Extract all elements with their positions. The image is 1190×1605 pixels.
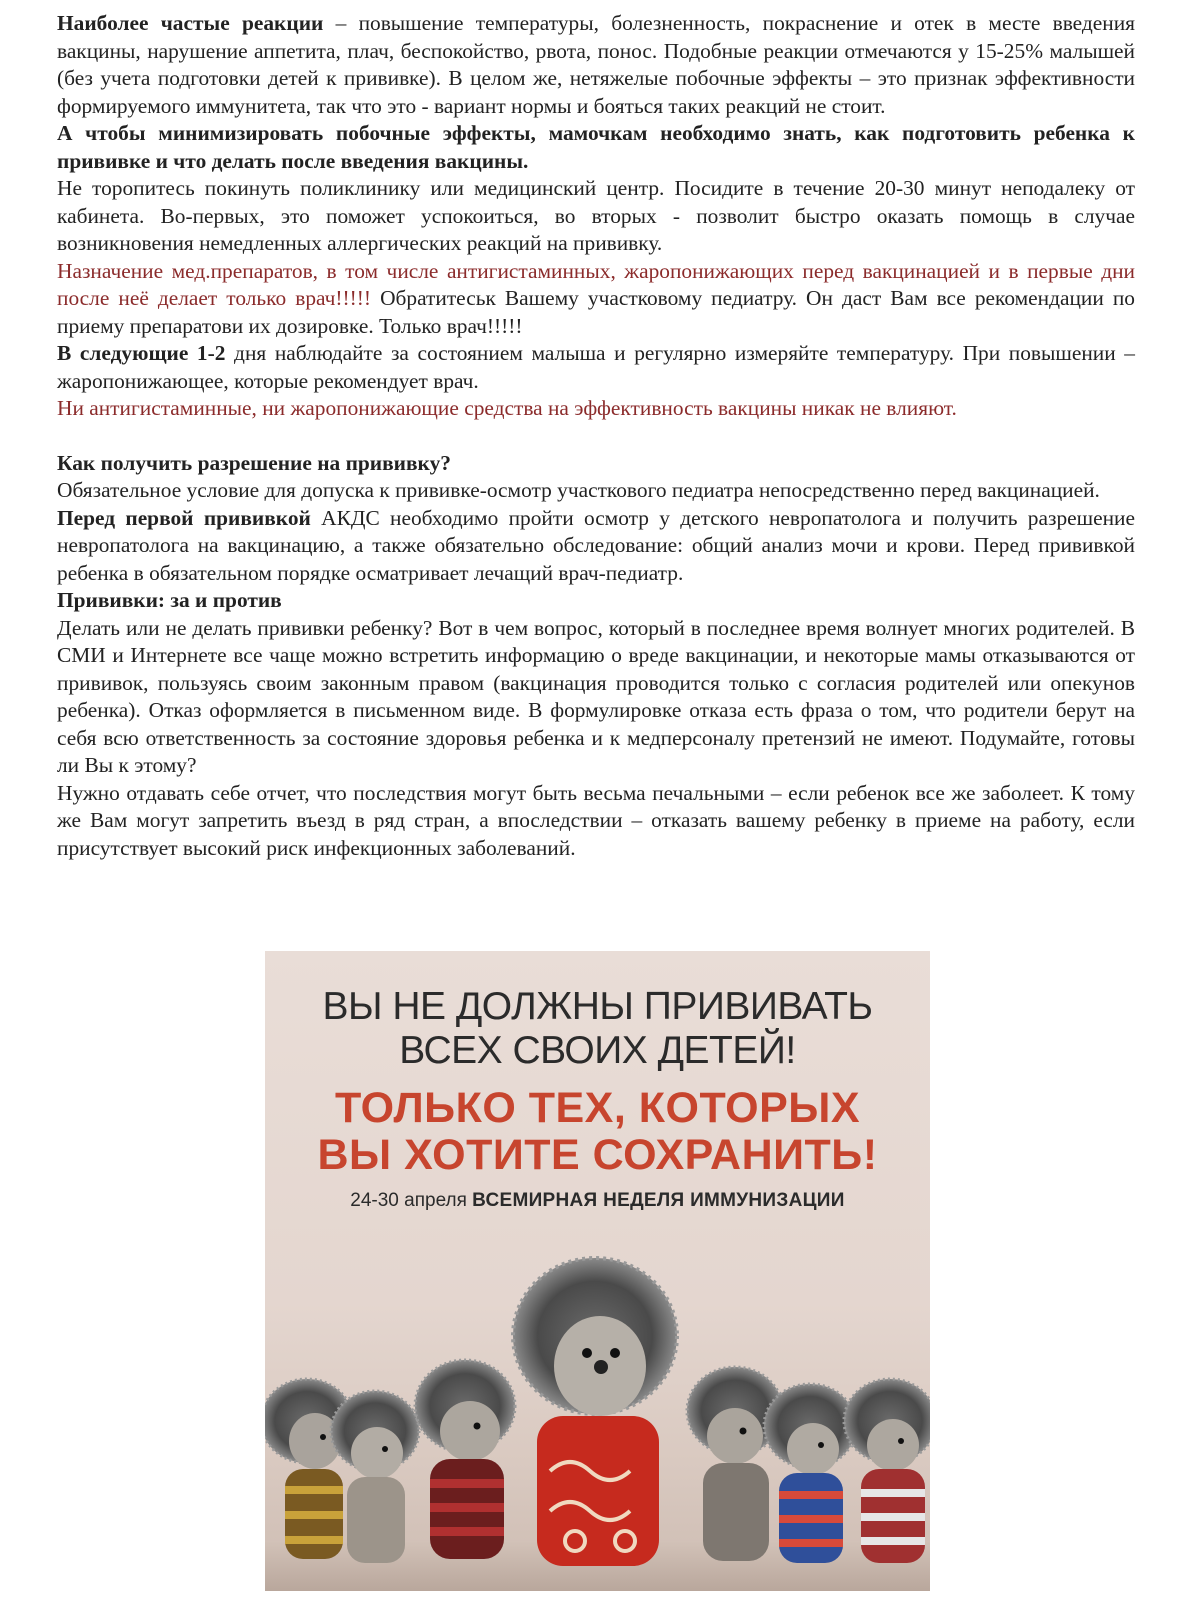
paragraph-consequences: Нужно отдавать себе отчет, что последствия могут быть весьма печальными – если ребенок все же заболеет. К тому же Вам могут запретить въезд в ряд стран, а впоследствии – отказать вашему ребенку в приеме на работу, если присутствует высокий риск инфекционных заболеваний. <box>57 780 1135 860</box>
paragraph-efficacy-note: Ни антигистаминные, ни жаропонижающие средства на эффективность вакцины никак не влияют. <box>57 396 957 420</box>
medication-warning: Назначение мед.препаратов, в том числе антигистаминных, жаропонижающих перед вакцинацией и в первые дни после неё делает только врач!!!!! <box>57 258 1135 310</box>
heading-permission: Как получить разрешение на прививку? <box>57 450 451 475</box>
hedgehog-5 <box>687 1367 783 1561</box>
poster-dates: 24-30 апреля <box>350 1190 473 1211</box>
first-vaccination-text: АКДС необходимо пройти осмотр у детского невропатолога и получить разрешение невропатолога на вакцинацию, а также обязательно обследование: общий анализ мочи и крови. Перед прививкой ребенка в обязательном порядке осматривает лечащий врач-педиатр. <box>57 505 1135 585</box>
spacer <box>57 423 1135 450</box>
paragraph-condition: Обязательное условие для допуска к прививке-осмотр участкового педиатра непосредственно перед вакцинацией. <box>57 478 1100 502</box>
next-days-text: дня наблюдайте за состоянием малыша и регулярно измеряйте температуру. При повышении –жаропонижающее, которые рекомендует врач. <box>57 341 1135 393</box>
poster-line-4: ВЫ ХОТИТЕ СОХРАНИТЬ! <box>317 1131 878 1179</box>
paragraph-first-vaccination <box>57 505 1135 588</box>
immunization-poster <box>265 951 930 1591</box>
paragraph-minimize: А чтобы минимизировать побочные эффекты, мамочкам необходимо знать, как подготовить ребенка к прививке и что делать после введения вакцины. <box>57 121 1135 173</box>
poster-line-1: ВЫ НЕ ДОЛЖНЫ ПРИВИВАТЬ <box>322 985 873 1028</box>
hedgehog-2 <box>331 1391 419 1563</box>
hedgehog-6 <box>764 1384 856 1563</box>
paragraph-dont-hurry: Не торопитесь покинуть поликлинику или медицинский центр. Посидите в течение 20-30 минут неподалеку от кабинета. Во-первых, это поможет успокоиться, во вторых - позволит быстро оказать помощь в случае возникновения немедленных аллергических реакций на прививку. <box>57 176 1135 255</box>
heading-pros-cons: Прививки: за и против <box>57 588 282 612</box>
hedgehog-1 <box>265 1379 353 1559</box>
paragraph-next-days <box>57 340 1135 395</box>
poster-event-name: ВСЕМИРНАЯ НЕДЕЛЯ ИММУНИЗАЦИИ <box>472 1190 845 1211</box>
reactions-text: – повышение температуры, болезненность, покраснение и отек в месте введения вакцины, нарушение аппетита, плач, беспокойство, рвота, понос. Подобные реакции отмечаются у 15-25% малышей (без учета подготовки детей к прививке). В целом же, нетяжелые побочные эффекты – это признак эффективности формируемого иммунитета, так что это - вариант нормы и бояться таких реакций не стоит. <box>57 11 1135 118</box>
paragraph-reactions <box>57 10 1135 120</box>
next-days-lead: В следующие 1-2 <box>57 341 226 365</box>
first-vaccination-lead: Перед первой прививкой <box>57 505 311 530</box>
reactions-lead: Наиболее частые реакции <box>57 11 324 35</box>
paragraph-question: Делать или не делать прививки ребенку? Вот в чем вопрос, который в последнее время волнует многих родителей. В СМИ и Интернете все чаще можно встретить информацию о вреде вакцинации, и некоторые мамы отказываются от прививок, пользуясь своим законным правом (вакцинация проводится только с согласия родителей или опекунов ребенка). Отказ оформляется в письменном виде. В формулировке отказа есть фраза о том, что родители берут на себя всю ответственность за состояние здоровья ребенка и к медперсоналу претензий не имеют. Подумайте, готовы ли Вы к этому? <box>57 615 1135 777</box>
hedgehog-mother <box>513 1258 677 1566</box>
paragraph-medication <box>57 258 1135 341</box>
hedgehog-3 <box>415 1360 515 1559</box>
poster-event-line <box>265 1190 930 1212</box>
medication-text: Обратитеськ Вашему участковому педиатру. Он даст Вам все рекомендации по приему препаратови их дозировке. Только врач!!!!! <box>57 286 1135 338</box>
hedgehog-7 <box>844 1379 930 1563</box>
knitted-hedgehogs-image <box>265 1241 930 1591</box>
poster-line-2: ВСЕХ СВОИХ ДЕТЕЙ! <box>399 1029 796 1072</box>
poster-line-3: ТОЛЬКО ТЕХ, КОТОРЫХ <box>334 1084 861 1132</box>
document-body <box>57 10 1135 862</box>
